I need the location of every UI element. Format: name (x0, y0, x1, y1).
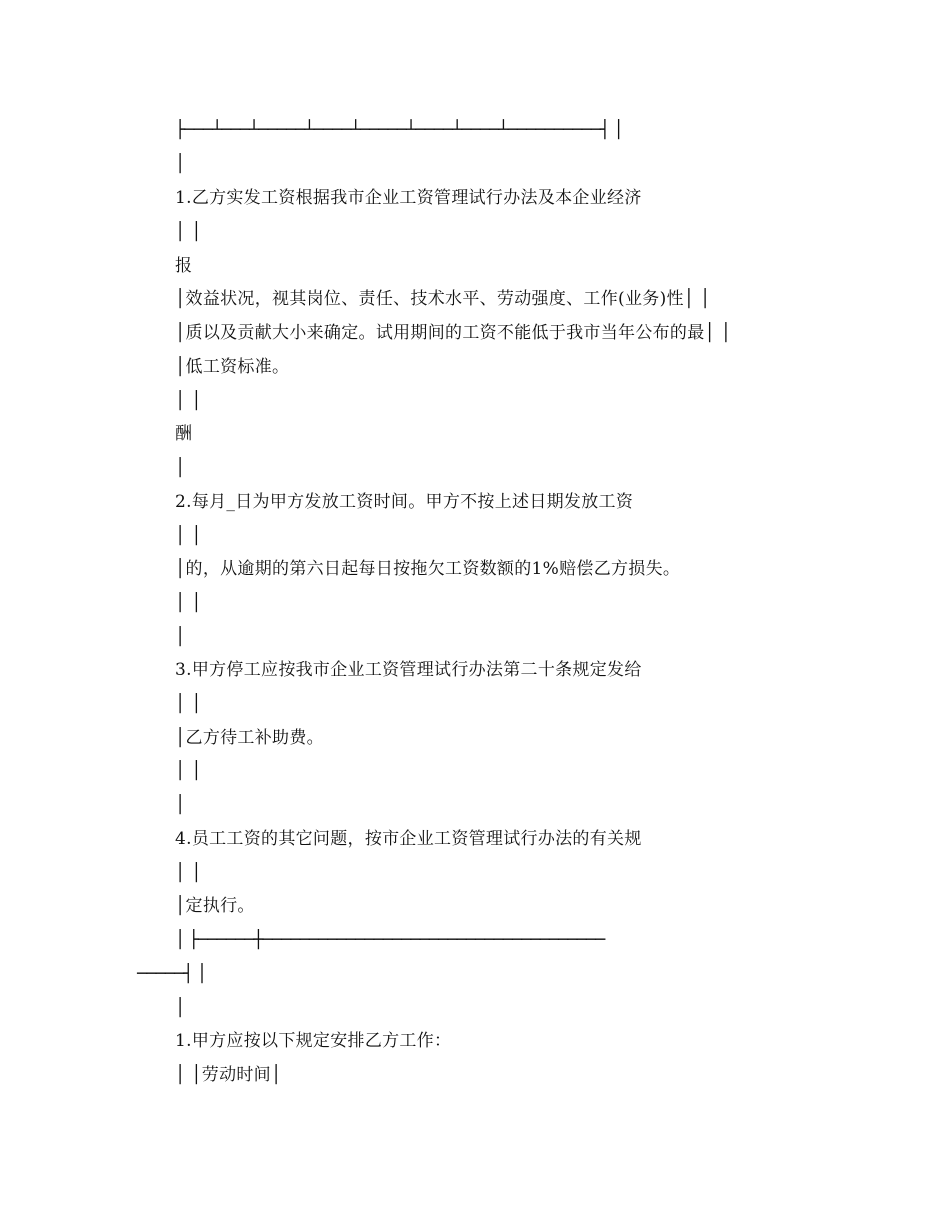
clause-2-pay-date: 2.每月_日为甲方发放工资时间。甲方不按上述日期发放工资 (175, 492, 634, 512)
table-border-fragment: │ │ (175, 761, 202, 781)
table-border-fragment: │ │ (175, 391, 202, 411)
clause-4-continued: │定执行。 (175, 896, 255, 916)
table-border-fragment: │ (175, 458, 186, 478)
table-border-middle-continued: ─────┤ │ (137, 964, 207, 984)
clause-4-other-issues: 4.员工工资的其它问题，按市企业工资管理试行办法的有关规 (175, 829, 642, 849)
table-border-fragment: │ (175, 627, 186, 647)
clause-3-continued: │乙方待工补助费。 (175, 728, 324, 748)
table-border-middle: │ ├──────┼───────────────────────────────────── (175, 930, 605, 950)
working-hours-cell: │ │劳动时间│ (175, 1065, 282, 1085)
clause-2-continued: │的，从逾期的第六日起每日按拖欠工资数额的1%赔偿乙方损失。 (175, 559, 681, 579)
table-border-top: ├───┴───┴─────┴────┴─────┴────┴────┴──────────┤ │ (175, 120, 623, 140)
table-border-fragment: │ │ (175, 863, 202, 883)
work-arrangement-clause-1: 1.甲方应按以下规定安排乙方工作： (175, 1031, 452, 1051)
table-border-fragment: │ (175, 795, 186, 815)
table-border-fragment: │ │ (175, 694, 202, 714)
table-border-fragment: │ │ (175, 526, 202, 546)
clause-1-continued: │效益状况，视其岗位、责任、技术水平、劳动强度、工作(业务)性│ │ (175, 289, 711, 309)
table-border-fragment: │ (175, 154, 186, 174)
table-border-fragment: │ (175, 998, 186, 1018)
clause-3-work-stoppage: 3.甲方停工应按我市企业工资管理试行办法第二十条规定发给 (175, 660, 642, 680)
table-border-fragment: │ │ (175, 593, 202, 613)
section-label-chou: 酬 (175, 424, 193, 444)
section-label-bao: 报 (175, 256, 193, 276)
clause-1-continued: │低工资标准。 (175, 357, 290, 377)
table-border-fragment: │ │ (175, 222, 202, 242)
clause-1-wage-basis: 1.乙方实发工资根据我市企业工资管理试行办法及本企业经济 (175, 188, 642, 208)
clause-1-continued: │质以及贡献大小来确定。试用期间的工资不能低于我市当年公布的最│ │ (175, 323, 732, 343)
